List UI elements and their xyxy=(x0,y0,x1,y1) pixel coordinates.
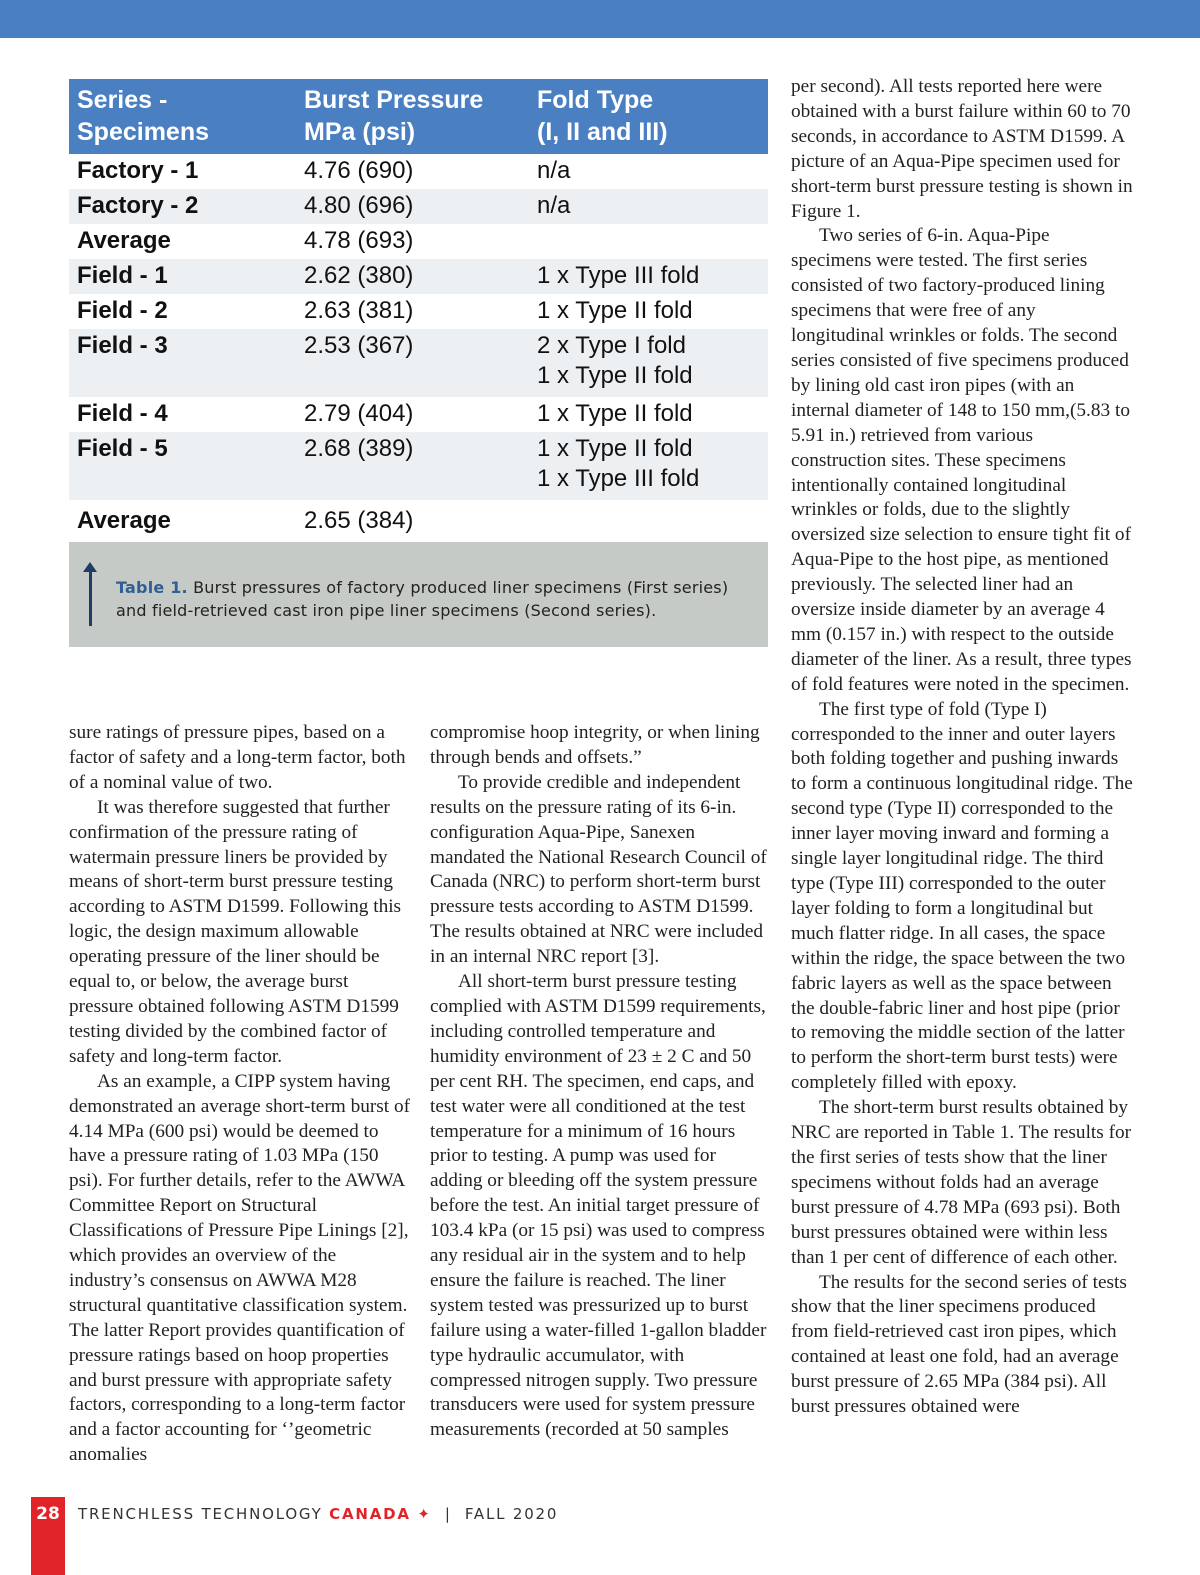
header-burst: Burst Pressure MPa (psi) xyxy=(296,79,529,154)
fold-line: 1 x Type III fold xyxy=(537,262,700,289)
paragraph: The results for the second series of tests show that the liner specimens produced from field-retrieved cast iron pipes, which contained at least one fold, had an average burst pressure of 2.65 MPa (384 psi). All burst pressures obtained were xyxy=(791,1271,1127,1418)
cell-specimen: Field - 2 xyxy=(77,297,168,324)
cell-specimen: Field - 3 xyxy=(69,329,296,397)
fold-line: n/a xyxy=(537,157,571,184)
paragraph: The first type of fold (Type I) corresponded to the inner and outer layers both folding together and pushing inwards to form a continuous longitudinal ridge. The second type (Type II) corresponded to the inner layer moving inward and forming a single layer longitudinal ridge. The third type (Type III) corresponded to the outer layer folding to form a longitudinal but much flatter ridge. In all cases, the space within the ridge, the space between the two fabric layers as well as the space between the double-fabric liner and host pipe (prior to removing the middle section of the latter to perform the short-term burst tests) were completely filled with epoxy. xyxy=(791,698,1133,1094)
burst-pressure-table-figure xyxy=(69,79,768,647)
cell-fold-type xyxy=(529,154,768,189)
table-row xyxy=(69,189,768,224)
table-row xyxy=(69,259,768,294)
table-caption xyxy=(69,542,768,647)
cell-specimen: Average xyxy=(77,227,171,254)
cell-burst-pressure: 2.65 (384) xyxy=(304,507,414,534)
fold-line: 2 x Type I fold xyxy=(537,332,686,359)
caption-text: Table 1. Burst pressures of factory produced liner specimens (First series) and field-retrieved cast iron pipe liner specimens (Second series). xyxy=(116,578,729,620)
cell-burst-pressure: 2.79 (404) xyxy=(304,400,414,427)
fold-line: n/a xyxy=(537,192,571,219)
cell-burst-pressure: 4.78 (693) xyxy=(304,227,414,254)
table-row xyxy=(69,224,768,259)
cell-fold-type xyxy=(529,189,768,224)
table-row xyxy=(69,500,768,542)
header-series: Series - Specimens xyxy=(69,79,296,154)
paragraph: compromise hoop integrity, or when lining through bends and offsets.” xyxy=(430,722,760,768)
top-color-bar xyxy=(0,0,1200,38)
burst-pressure-table xyxy=(69,79,768,542)
cell-fold-type xyxy=(529,294,768,329)
cell-burst-pressure: 2.62 (380) xyxy=(296,259,529,294)
fold-line: 1 x Type II fold xyxy=(537,297,693,324)
cell-fold-type xyxy=(529,329,768,397)
fold-line: 1 x Type II fold xyxy=(537,362,693,389)
cell-fold-type xyxy=(529,432,768,500)
cell-burst-pressure: 4.76 (690) xyxy=(304,157,414,184)
paragraph: It was therefore suggested that further confirmation of the pressure rating of watermain pressure liners be provided by means of short-term burst pressure testing according to ASTM D1599. Following this logic, the design maximum allowable operating pressure of the liner should be equal to, or below, the average burst pressure obtained following ASTM D1599 testing divided by the combined factor of safety and long-term factor. xyxy=(69,796,402,1067)
paragraph: sure ratings of pressure pipes, based on a factor of safety and a long-term factor, both of a nominal value of two. xyxy=(69,722,406,793)
cell-burst-pressure: 4.80 (696) xyxy=(296,189,529,224)
table-header-row xyxy=(69,79,768,154)
page-number: 28 xyxy=(31,1497,65,1575)
cell-burst-pressure: 2.63 (381) xyxy=(304,297,414,324)
cell-fold-type xyxy=(529,397,768,432)
magazine-name: TRENCHLESS TECHNOLOGY CANADA ✦ | FALL 2020 xyxy=(78,1505,559,1523)
table-row xyxy=(69,397,768,432)
paragraph: Two series of 6-in. Aqua-Pipe specimens were tested. The first series consisted of two factory-produced lining specimens that were free of any longitudinal wrinkles or folds. The second series consisted of five specimens produced by lining old cast iron pipes (with an internal diameter of 148 to 150 mm,(5.83 to 5.91 in.) retrieved from various construction sites. These specimens intentionally contained longitudinal wrinkles or folds, due to the slightly oversized size selection to ensure tight fit of Aqua-Pipe to the host pipe, as mentioned previously. The selected liner had an oversize inside diameter by an average 4 mm (0.157 in.) with respect to the outside diameter of the liner. As a result, three types of fold features were noted in the specimen. xyxy=(791,225,1132,695)
paragraph: As an example, a CIPP system having demonstrated an average short-term burst of 4.14 MPa (600 psi) would be deemed to have a pressure rating of 1.03 MPa (150 psi). For further details, refer to the AWWA Committee Report on Structural Classifications of Pressure Pipe Linings [2], which provides an overview of the industry’s consensus on AWWA M28 structural quantitative classification system. The latter Report provides quantification of pressure ratings based on hoop properties and burst pressure with appropriate safety factors, corresponding to a long-term factor and a factor accounting for ‘’geometric anomalies xyxy=(69,1070,411,1466)
cell-specimen: Field - 4 xyxy=(77,400,168,427)
table-row xyxy=(69,154,768,189)
cell-fold-type xyxy=(529,259,768,294)
cell-specimen: Average xyxy=(77,507,171,534)
text-column-2 xyxy=(430,721,772,1443)
cell-specimen: Factory - 1 xyxy=(77,157,199,184)
cell-fold-type xyxy=(529,224,768,259)
paragraph: per second). All tests reported here were obtained with a burst failure within 60 to 70 seconds, in accordance to ASTM D1599. A picture of an Aqua-Pipe specimen used for short-term burst pressure testing is shown in Figure 1. xyxy=(791,76,1133,222)
cell-specimen: Factory - 2 xyxy=(69,189,296,224)
cell-burst-pressure: 2.68 (389) xyxy=(296,432,529,500)
paragraph: All short-term burst pressure testing complied with ASTM D1599 requirements, including controlled temperature and humidity environment of 23 ± 2 C and 50 per cent RH. The specimen, end caps, and test water were all conditioned at the test temperature for a minimum of 16 hours prior to testing. A pump was used for adding or bleeding off the system pressure before the test. An initial target pressure of 103.4 kPa (or 15 psi) was used to compress any residual air in the system and to help ensure the failure is reached. The liner system tested was pressurized up to burst failure using a water-filled 1-gallon bladder type hydraulic accumulator, with compressed nitrogen supply. Two pressure transducers were used for system pressure measurements (recorded at 50 samples xyxy=(430,971,767,1441)
table-row xyxy=(69,294,768,329)
text-column-3 xyxy=(791,75,1133,1420)
paragraph: To provide credible and independent results on the pressure rating of its 6-in. configuration Aqua-Pipe, Sanexen mandated the National Research Council of Canada (NRC) to perform short-term burst pressure tests according to ASTM D1599. The results obtained at NRC were included in an internal NRC report [3]. xyxy=(430,771,767,968)
cell-fold-type xyxy=(529,500,768,542)
cell-specimen: Field - 5 xyxy=(69,432,296,500)
cell-specimen: Field - 1 xyxy=(69,259,296,294)
up-arrow-icon xyxy=(89,568,92,626)
fold-line: 1 x Type II fold xyxy=(537,400,693,427)
fold-line: 1 x Type III fold xyxy=(537,465,700,492)
fold-line xyxy=(537,226,760,256)
text-column-1 xyxy=(69,721,411,1468)
fold-line: 1 x Type II fold xyxy=(537,435,693,462)
maple-leaf-icon: ✦ xyxy=(417,1505,432,1523)
paragraph: The short-term burst results obtained by NRC are reported in Table 1. The results for the first series of tests show that the liner specimens without folds had an average burst pressure of 4.78 MPa (693 psi). Both burst pressures obtained were within less than 1 per cent of difference of each other. xyxy=(791,1097,1132,1268)
cell-burst-pressure: 2.53 (367) xyxy=(296,329,529,397)
fold-line xyxy=(537,506,760,536)
table-row xyxy=(69,329,768,397)
table-row xyxy=(69,432,768,500)
page-footer xyxy=(0,1497,800,1535)
header-fold: Fold Type (I, II and III) xyxy=(529,79,768,154)
